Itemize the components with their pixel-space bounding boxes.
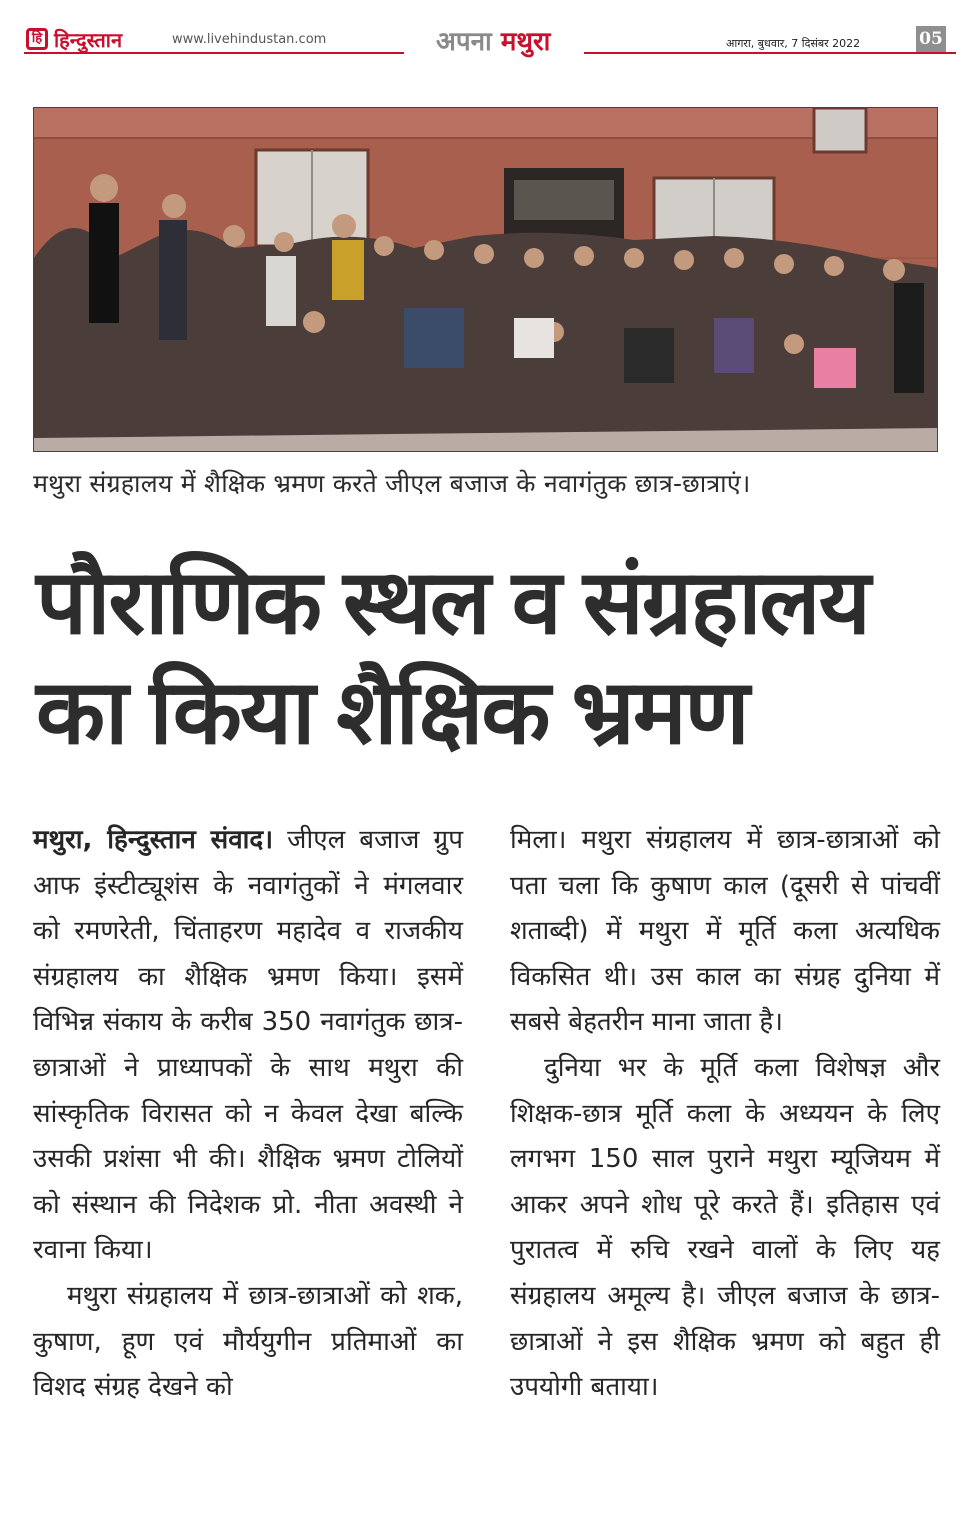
group-photo-illustration [34,108,938,452]
section-title [436,22,550,58]
masthead-rule-left [24,52,404,54]
site-url: www.livehindustan.com [172,32,327,47]
paragraph-3: मिला। मथुरा संग्रहालय में छात्र-छात्राओं को पता चला कि कुषाण काल (दूसरी से पांचवीं शताब्दी) में मथुरा में मूर्ति कला अत्यधिक विकसित थी। उस काल का संग्रह दुनिया में सबसे बेहतरीन माना जाता है। [510,825,940,1038]
paragraph-1 [33,818,463,1274]
paragraph-4: दुनिया भर के मूर्ति कला विशेषज्ञ और शिक्षक-छात्र मूर्ति कला के अध्ययन के लिए लगभग 150 साल पुराने मथुरा म्यूजियम में आकर अपने शोध पूरे करते हैं। इतिहास एवं पुरातत्व में रुचि रखने वालों के लिए यह संग्रहालय अमूल्य है। जीएल बजाज के छात्र-छात्राओं ने इस शैक्षिक भ्रमण को बहुत ही उपयोगी बताया। [510,1052,940,1403]
headline [36,548,936,768]
masthead [24,24,946,60]
masthead-rule-right [584,52,956,54]
article-column-left [33,818,463,1411]
newspaper-name: हिन्दुस्तान [54,28,123,52]
page-number: 05 [916,26,946,52]
article-column-right [510,818,940,1411]
group-photo [33,107,938,452]
paragraph-1-text: जीएल बजाज ग्रुप आफ इंस्टीट्यूशंस के नवागंतुकों ने मंगलवार को रमणरेती, चिंताहरण महादेव व राजकीय संग्रहालय का शैक्षिक भ्रमण किया। इसमें विभिन्न संकाय के करीब 350 नवागंतुक छात्र-छात्राओं ने प्राध्यापकों के साथ मथुरा की सांस्कृतिक विरासत को न केवल देखा बल्कि उसकी प्रशंसा भी की। शैक्षिक भ्रमण टोलियों को संस्थान की निदेशक प्रो. नीता अवस्थी ने रवाना किया। [33,825,463,1266]
section-prefix: अपना [436,27,492,57]
byline: मथुरा, हिन्दुस्तान संवाद। [33,825,274,855]
headline-line-2: का किया शैक्षिक भ्रमण [36,663,748,763]
dateline: आगरा, बुधवार, 7 दिसंबर 2022 [726,37,861,50]
paragraph-2: मथुरा संग्रहालय में छात्र-छात्राओं को शक, कुषाण, हूण एवं मौर्ययुगीन प्रतिमाओं का विशद संग्रह देखने को [33,1280,463,1403]
headline-line-1: पौराणिक स्थल व संग्रहालय [36,553,869,653]
section-city: मथुरा [500,27,551,57]
photo-caption: मथुरा संग्रहालय में शैक्षिक भ्रमण करते जीएल बजाज के नवागंतुक छात्र-छात्राएं। [33,469,751,498]
hindustan-logo-icon: हि [26,28,48,50]
